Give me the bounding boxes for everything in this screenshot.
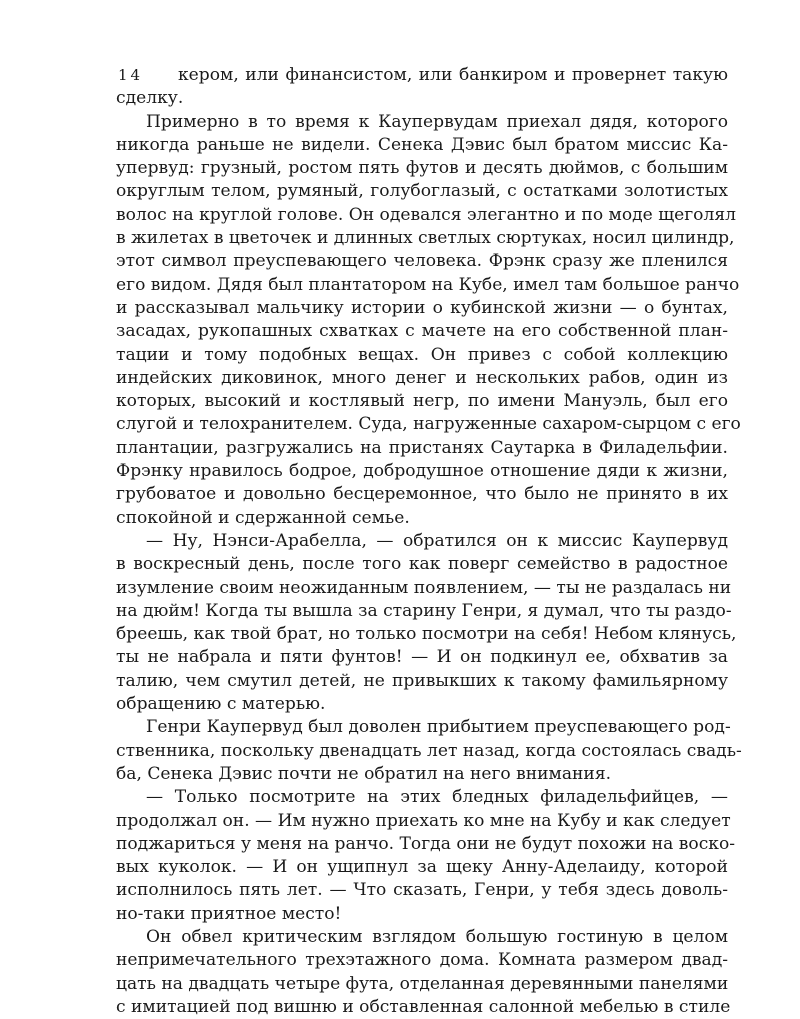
text-line: исполнилось пять лет. — Что сказать, Генри, у тебя здесь доволь- (116, 880, 728, 901)
body-text (116, 64, 742, 1019)
text-line: Примерно в то время к Каупервудам приехал дядя, которого (146, 111, 728, 132)
text-line: этот символ преуспевающего человека. Фрэнк сразу же пленился (116, 251, 728, 272)
text-line: кером, или финансистом, или банкиром и провернет такую (178, 65, 728, 85)
text-line: ба, Сенека Дэвис почти не обратил на него внимания. (116, 763, 612, 784)
paragraph (116, 716, 742, 786)
text-line: которых, высокий и костлявый негр, по имени Мануэль, был его (116, 391, 728, 412)
paragraph (116, 786, 736, 926)
text-line: слугой и телохранителем. Суда, нагруженные сахаром-сырцом с его (116, 414, 741, 435)
paragraph (116, 111, 741, 530)
text-line: индейских диковинок, много денег и нескольких рабов, один из (116, 367, 728, 388)
text-line: округлым телом, румяный, голубоглазый, с остатками золотистых (116, 181, 728, 202)
text-line: на дюйм! Когда ты вышла за старину Генри, я думал, что ты раздо- (116, 600, 732, 621)
text-line: плантации, разгружались на пристанях Саутарка в Филадельфии. (116, 437, 728, 458)
text-line: талию, чем смутил детей, не привыкших к такому фамильярному (116, 670, 728, 691)
text-line: в воскресный день, после того как поверг семейство в радостное (116, 554, 728, 575)
text-line: с имитацией под вишню и обставленная салонной мебелью в стиле (116, 996, 731, 1017)
paragraph (116, 926, 731, 1019)
paragraph (116, 530, 737, 716)
text-line: никогда раньше не видели. Сенека Дэвис был братом миссис Ка- (116, 134, 728, 155)
text-line: засадах, рукопашных схватках с мачете на его собственной план- (116, 321, 728, 342)
text-line: продолжал он. — Им нужно приехать ко мне на Кубу и как следует (116, 810, 731, 831)
text-line: волос на круглой голове. Он одевался элегантно и по моде щеголял (116, 204, 736, 225)
text-line: — Только посмотрите на этих бледных филадельфийцев, — (146, 787, 728, 808)
text-line: бреешь, как твой брат, но только посмотри на себя! Небом клянусь, (116, 624, 737, 645)
text-line: грубоватое и довольно бесцеремонное, что было не принято в их (116, 484, 728, 505)
text-line: и рассказывал мальчику истории о кубинской жизни — о бунтах, (116, 297, 728, 318)
text-line: — Ну, Нэнси-Арабелла, — обратился он к миссис Каупервуд (146, 530, 728, 551)
text-line: в жилетах в цветочек и длинных светлых сюртуках, носил цилиндр, (116, 228, 735, 249)
paragraph (116, 64, 728, 111)
page-number: 14 (118, 66, 144, 84)
text-line: Он обвел критическим взглядом большую гостиную в целом (146, 926, 728, 947)
text-line: его видом. Дядя был плантатором на Кубе, имел там большое ранчо (116, 274, 740, 295)
text-line: ты не набрала и пяти фунтов! — И он подкинул ее, обхватив за (116, 647, 728, 668)
text-line: Генри Каупервуд был доволен прибытием преуспевающего род- (146, 717, 731, 738)
text-line: спокойной и сдержанной семье. (116, 507, 410, 528)
text-line: цать на двадцать четыре фута, отделанная деревянными панелями (116, 973, 729, 994)
text-line: упервуд: грузный, ростом пять футов и десять дюймов, с большим (116, 158, 728, 179)
text-line: поджариться у меня на ранчо. Тогда они не будут похожи на воско- (116, 833, 736, 854)
text-line: изумление своим неожиданным появлением, — ты не раздалась ни (116, 577, 732, 598)
text-line: непримечательного трехэтажного дома. Комната размером двад- (116, 950, 728, 971)
text-line: сделку. (116, 88, 184, 109)
text-line: тации и тому подобных вещах. Он привез с собой коллекцию (116, 344, 728, 365)
text-line: Фрэнку нравилось бодрое, добродушное отношение дяди к жизни, (116, 461, 728, 482)
text-line: но-таки приятное место! (116, 903, 342, 924)
text-line: вых куколок. — И он ущипнул за щеку Анну-Аделаиду, которой (116, 857, 728, 878)
text-line: обращению с матерью. (116, 694, 326, 715)
text-line: ственника, поскольку двенадцать лет назад, когда состоялась свадь- (116, 740, 742, 761)
